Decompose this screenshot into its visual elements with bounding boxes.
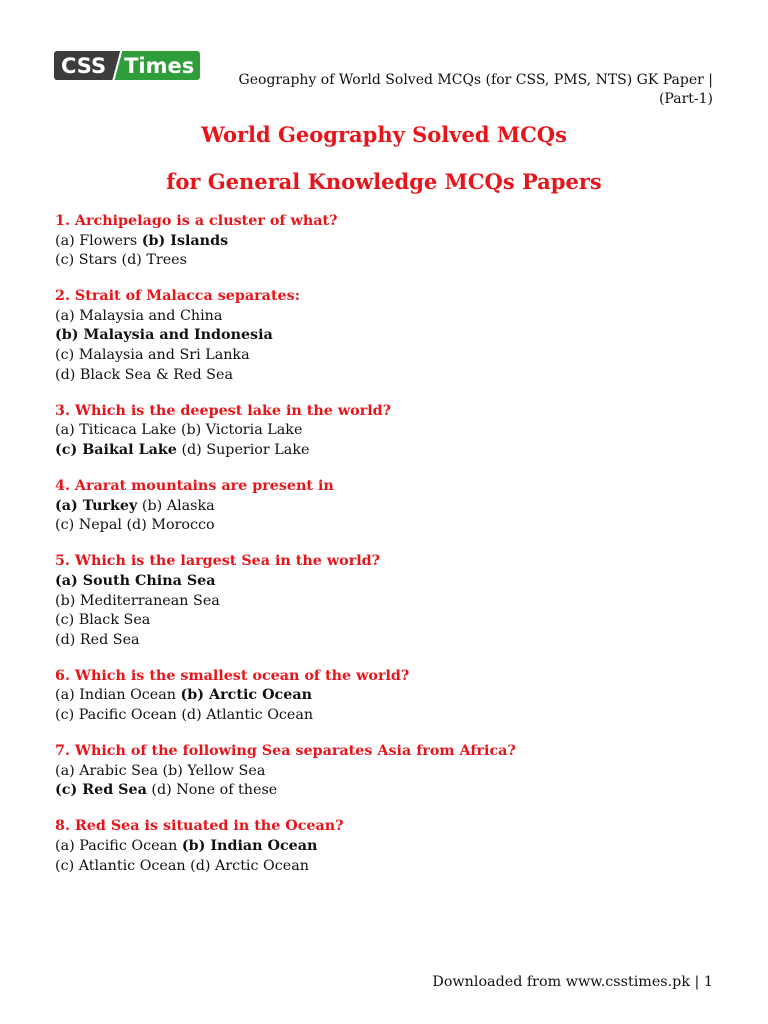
- answer-option: (c) Stars: [55, 252, 117, 269]
- correct-answer-option: (b) Indian Ocean: [181, 837, 318, 854]
- answer-option: (a) Arabic Sea: [55, 762, 158, 779]
- questions-list: [55, 212, 715, 893]
- logo-text-css: CSS: [54, 51, 112, 80]
- question-block: [55, 667, 715, 726]
- option-line: [55, 706, 715, 726]
- answer-option: (d) Black Sea & Red Sea: [55, 366, 233, 383]
- answer-option: (d) Red Sea: [55, 631, 140, 648]
- question-block: [55, 817, 715, 876]
- answer-option: (d) Arctic Ocean: [190, 857, 309, 874]
- option-line: [55, 346, 715, 366]
- answer-option: (c) Malaysia and Sri Lanka: [55, 347, 250, 364]
- answer-option: (a) Titicaca Lake: [55, 422, 177, 439]
- answer-option: (a) Flowers: [55, 232, 138, 249]
- correct-answer-option: (b) Malaysia and Indonesia: [55, 327, 273, 344]
- question-block: [55, 742, 715, 801]
- page-footer: Downloaded from www.csstimes.pk | 1: [432, 974, 713, 990]
- question-block: [55, 212, 715, 271]
- page-subtitle: for General Knowledge MCQs Papers: [166, 169, 602, 194]
- document-header-title: Geography of World Solved MCQs (for CSS, PMS, NTS) GK Paper | (Part-1): [238, 72, 713, 107]
- question-text: 8. Red Sea is situated in the Ocean?: [55, 818, 344, 835]
- answer-option: (a) Indian Ocean: [55, 687, 176, 704]
- correct-answer-option: (a) Turkey: [55, 497, 138, 514]
- question-block: [55, 402, 715, 461]
- question-text: 7. Which of the following Sea separates Asia from Africa?: [55, 743, 516, 760]
- answer-option: (b) Victoria Lake: [180, 422, 303, 439]
- correct-answer-option: (c) Baikal Lake: [55, 441, 177, 458]
- option-line: [55, 631, 715, 651]
- question-text: 6. Which is the smallest ocean of the world?: [55, 667, 410, 684]
- option-line: [55, 781, 715, 801]
- site-logo: [54, 51, 200, 80]
- answer-option: (c) Nepal: [55, 517, 122, 534]
- option-line: [55, 592, 715, 612]
- answer-option: (c) Pacific Ocean: [55, 706, 177, 723]
- option-line: [55, 762, 715, 782]
- answer-option: (a) Malaysia and China: [55, 307, 223, 324]
- answer-option: (d) None of these: [151, 782, 278, 799]
- correct-answer-option: (a) South China Sea: [55, 572, 216, 589]
- option-line: [55, 572, 715, 592]
- option-line: [55, 441, 715, 461]
- option-line: [55, 366, 715, 386]
- option-line: [55, 516, 715, 536]
- page-title: World Geography Solved MCQs: [201, 122, 567, 147]
- option-line: [55, 857, 715, 877]
- option-line: [55, 837, 715, 857]
- question-block: [55, 552, 715, 650]
- option-line: [55, 232, 715, 252]
- answer-option: (b) Mediterranean Sea: [55, 592, 220, 609]
- answer-option: (b) Yellow Sea: [162, 762, 266, 779]
- answer-option: (c) Black Sea: [55, 612, 151, 629]
- option-line: [55, 497, 715, 517]
- question-text: 1. Archipelago is a cluster of what?: [55, 213, 338, 229]
- answer-option: (a) Pacific Ocean: [55, 837, 178, 854]
- answer-option: (d) Morocco: [126, 517, 215, 534]
- option-line: [55, 611, 715, 631]
- answer-option: (d) Trees: [121, 252, 187, 269]
- answer-option: (b) Alaska: [141, 497, 215, 514]
- question-text: 5. Which is the largest Sea in the world?: [55, 553, 381, 570]
- correct-answer-option: (c) Red Sea: [55, 782, 147, 799]
- option-line: [55, 686, 715, 706]
- logo-text-times: Times: [122, 51, 200, 80]
- answer-option: (d) Atlantic Ocean: [181, 706, 314, 723]
- question-text: 4. Ararat mountains are present in: [55, 478, 334, 495]
- option-line: [55, 326, 715, 346]
- answer-option: (c) Atlantic Ocean: [55, 857, 186, 874]
- answer-option: (d) Superior Lake: [181, 441, 310, 458]
- logo-slash: [112, 51, 122, 80]
- question-block: [55, 287, 715, 385]
- option-line: [55, 307, 715, 327]
- question-text: 3. Which is the deepest lake in the world?: [55, 402, 392, 419]
- correct-answer-option: (b) Arctic Ocean: [180, 687, 313, 704]
- correct-answer-option: (b) Islands: [141, 232, 229, 249]
- option-line: [55, 421, 715, 441]
- question-text: 2. Strait of Malacca separates:: [55, 288, 300, 305]
- option-line: [55, 251, 715, 271]
- question-block: [55, 477, 715, 536]
